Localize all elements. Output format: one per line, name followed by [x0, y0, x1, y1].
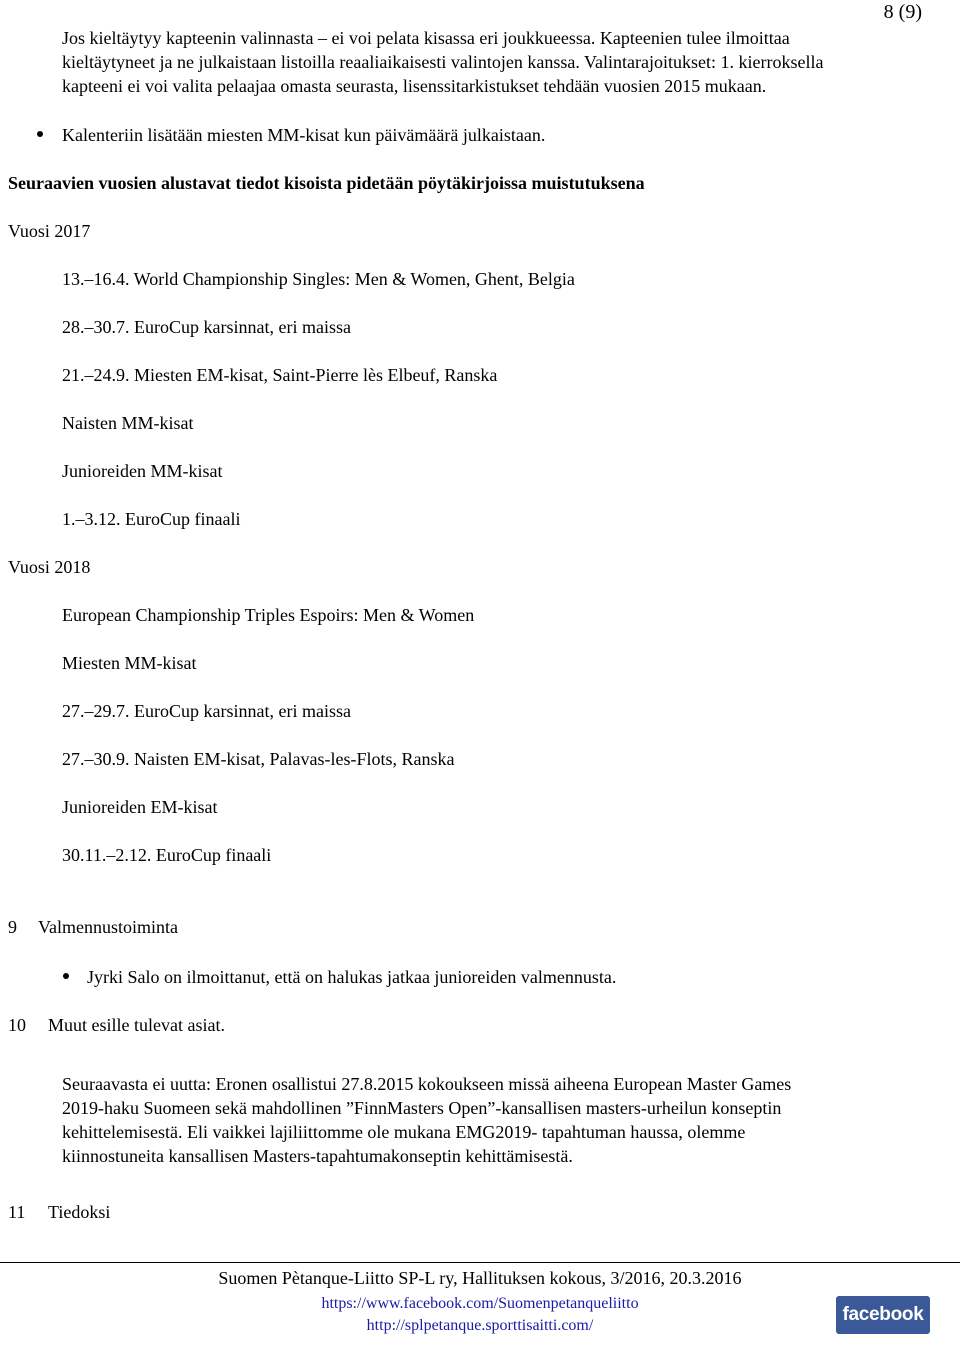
intro-paragraph [62, 26, 942, 98]
year-2018-label: Vuosi 2018 [8, 557, 91, 577]
event-item: Naisten MM-kisat [62, 413, 194, 433]
section-10-paragraph [62, 1072, 942, 1168]
footer-site-row [0, 1312, 960, 1336]
event-item: 30.11.–2.12. EuroCup finaali [62, 845, 272, 865]
footer-facebook-row [0, 1290, 960, 1314]
paragraph-line: kehittelemisestä. Eli vaikkei lajiliittomme ole mukana EMG2019- tapahtuman haussa, olemme [62, 1122, 746, 1142]
section-9-bullet-text: Jyrki Salo on ilmoittanut, että on halukas jatkaa junioreiden valmennusta. [87, 967, 617, 987]
bullet-icon [37, 131, 43, 137]
event-item: Junioreiden MM-kisat [62, 461, 223, 481]
page-number: 8 (9) [883, 1, 922, 23]
event-item: 27.–29.7. EuroCup karsinnat, eri maissa [62, 701, 351, 721]
section-9-number: 9 [8, 917, 17, 937]
future-events-heading: Seuraavien vuosien alustavat tiedot kisoista pidetään pöytäkirjoissa muistutuksena [8, 173, 645, 193]
paragraph-line: Seuraavasta ei uutta: Eronen osallistui 27.8.2015 kokoukseen missä aiheena European Master Games [62, 1074, 792, 1094]
section-10-title: Muut esille tulevat asiat. [48, 1015, 225, 1035]
section-9-title: Valmennustoiminta [38, 917, 178, 937]
event-item: 1.–3.12. EuroCup finaali [62, 509, 241, 529]
section-11-title: Tiedoksi [48, 1202, 111, 1222]
footer-title: Suomen Pètanque-Liitto SP-L ry, Hallituksen kokous, 3/2016, 20.3.2016 [218, 1268, 742, 1288]
facebook-logo[interactable]: facebook [836, 1296, 930, 1334]
event-item: 28.–30.7. EuroCup karsinnat, eri maissa [62, 317, 351, 337]
footer-divider [0, 1262, 960, 1263]
intro-line: kieltäytyneet ja ne julkaistaan listoilla reaaliaikaisesti valintojen kanssa. Valintarajoitukset: 1. kierroksella [62, 52, 824, 72]
event-item: 21.–24.9. Miesten EM-kisat, Saint-Pierre lès Elbeuf, Ranska [62, 365, 498, 385]
section-10-number: 10 [8, 1015, 26, 1035]
intro-line: kapteeni ei voi valita pelaajaa omasta seurasta, lisenssitarkistukset tehdään vuosien 2015 mukaan. [62, 76, 767, 96]
facebook-link[interactable]: https://www.facebook.com/Suomenpetanqueliitto [321, 1295, 639, 1312]
event-item: 27.–30.9. Naisten EM-kisat, Palavas-les-Flots, Ranska [62, 749, 455, 769]
website-link[interactable]: http://splpetanque.sporttisaitti.com/ [366, 1317, 594, 1334]
year-2017-label: Vuosi 2017 [8, 221, 91, 241]
calendar-bullet-text: Kalenteriin lisätään miesten MM-kisat kun päivämäärä julkaistaan. [62, 125, 546, 145]
event-item: 13.–16.4. World Championship Singles: Men & Women, Ghent, Belgia [62, 269, 575, 289]
bullet-icon [63, 973, 69, 979]
event-item: European Championship Triples Espoirs: Men & Women [62, 605, 475, 625]
paragraph-line: 2019-haku Suomeen sekä mahdollinen ”FinnMasters Open”-kansallisen masters-urheilun konseptin [62, 1098, 782, 1118]
intro-line: Jos kieltäytyy kapteenin valinnasta – ei voi pelata kisassa eri joukkueessa. Kapteenien tulee ilmoittaa [62, 28, 790, 48]
paragraph-line: kiinnostuneita kansallisen Masters-tapahtumakonseptin kehittämisestä. [62, 1146, 573, 1166]
event-item: Miesten MM-kisat [62, 653, 197, 673]
event-item: Junioreiden EM-kisat [62, 797, 218, 817]
section-11-number: 11 [8, 1202, 26, 1222]
